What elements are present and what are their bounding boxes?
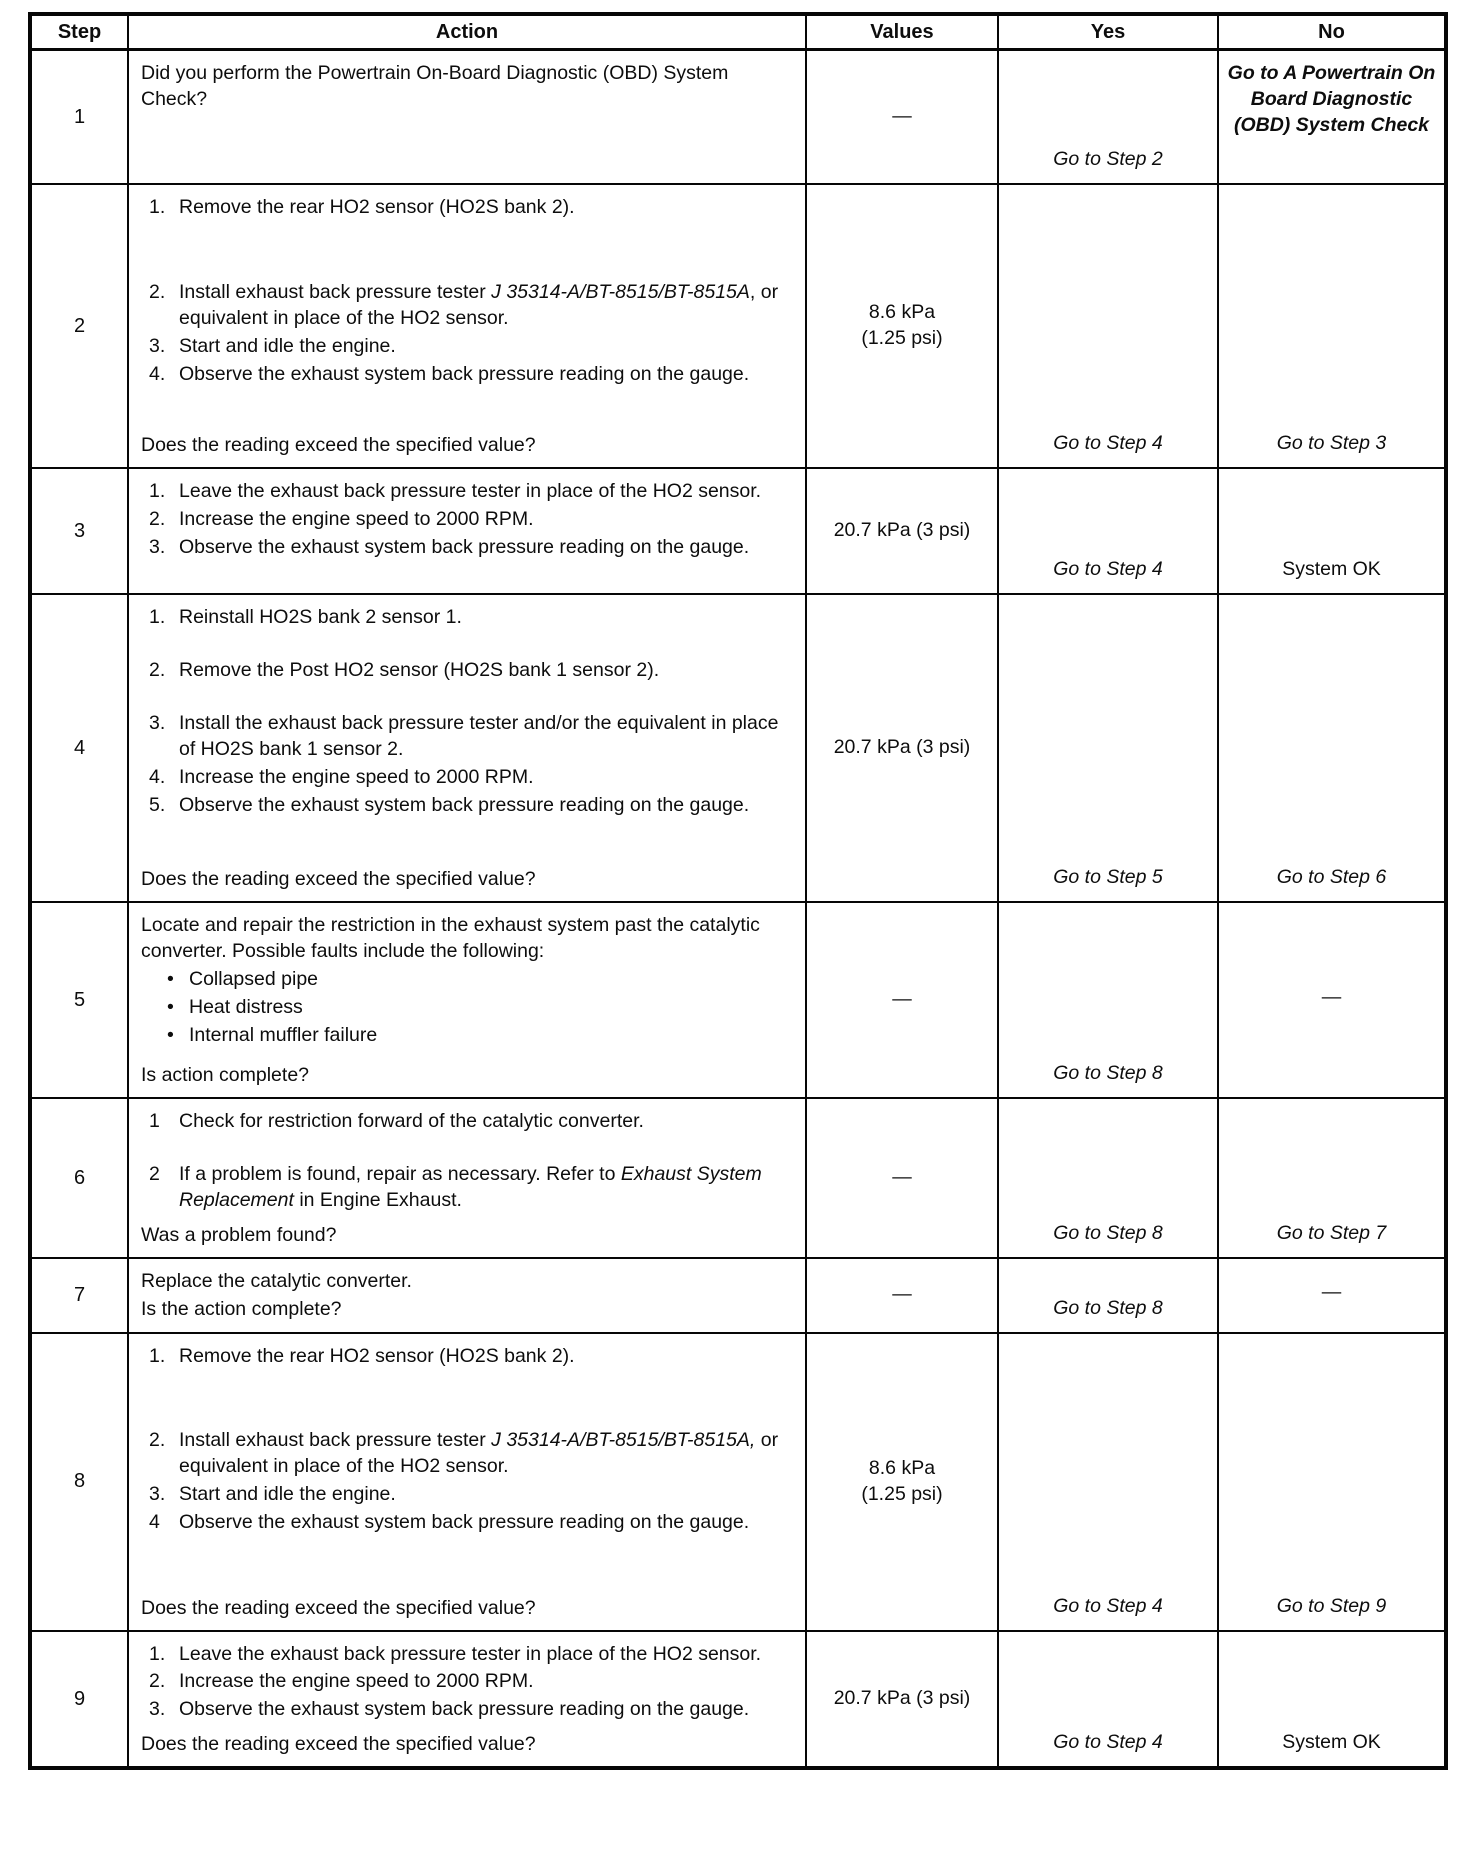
yes-cell [998, 50, 1218, 185]
item-text [179, 1344, 795, 1370]
item-text [179, 1428, 795, 1480]
text-segment: Heat distress [189, 995, 303, 1018]
step-number: 9 [30, 1631, 128, 1769]
value-line: 20.7 kPa (3 psi) [833, 519, 971, 542]
text-segment: Observe the exhaust system back pressure reading on the gauge. [179, 1698, 750, 1721]
text-segment: Remove the rear HO2 sensor (HO2S bank 2). [179, 196, 575, 218]
bullet-icon: • [167, 1023, 174, 1046]
text-segment: in Engine Exhaust. [293, 1188, 462, 1211]
item-text [179, 658, 795, 684]
step-number: 1 [30, 50, 128, 185]
text-segment: Go to Step 3 [1276, 432, 1387, 455]
item-text [179, 1642, 795, 1668]
text-segment: J 35314-A/BT-8515/BT-8515A, [491, 1429, 756, 1452]
text-segment: Remove the Post HO2 sensor (HO2S bank 1 sensor 2). [179, 658, 660, 681]
text-segment: System OK [1282, 1731, 1381, 1754]
action-step-item [141, 1669, 795, 1695]
text-segment: A Powertrain On Board Diagnostic (OBD) System Check [1233, 62, 1436, 136]
values-cell [806, 1631, 998, 1769]
yes-cell [998, 902, 1218, 1098]
item-text [179, 1697, 795, 1723]
action-step-item [141, 1510, 795, 1536]
action-paragraph [141, 61, 795, 113]
action-paragraph [141, 1269, 795, 1295]
text-segment: Observe the exhaust system back pressure reading on the gauge. [179, 1511, 750, 1534]
no-cell-text [1227, 1730, 1436, 1756]
item-number: 2. [149, 280, 166, 303]
action-step-item [141, 1697, 795, 1723]
item-text [179, 1162, 795, 1214]
text-segment: J 35314-A/BT-8515/BT-8515A [491, 280, 750, 303]
item-text [179, 765, 795, 791]
no-cell [1218, 468, 1446, 594]
item-number: 3. [149, 1483, 166, 1506]
bullet-icon: • [167, 967, 174, 990]
step-number: 7 [30, 1258, 128, 1333]
action-bullet [141, 1023, 795, 1049]
values-cell [806, 594, 998, 902]
table-row [30, 184, 1446, 468]
action-question: Does the reading exceed the specified value? [141, 868, 536, 891]
yes-cell [998, 1258, 1218, 1333]
action-step-item [141, 765, 795, 791]
action-question: Is action complete? [141, 1064, 310, 1087]
text-segment: Go to Step 8 [1053, 1221, 1163, 1244]
text-segment: Go to Step 9 [1276, 1594, 1387, 1617]
action-step-item [141, 793, 795, 819]
yes-cell [998, 1333, 1218, 1631]
value-line: (1.25 psi) [861, 327, 943, 349]
table-body [30, 50, 1446, 1769]
no-cell-text [1227, 557, 1436, 583]
step-number: 3 [30, 468, 128, 594]
no-cell-text [1227, 865, 1436, 891]
header-values: Values [806, 14, 998, 50]
action-step-item [141, 658, 795, 684]
action-question: Does the reading exceed the specified value? [141, 434, 536, 457]
yes-cell-text [1007, 1296, 1209, 1322]
text-segment: Observe the exhaust system back pressure reading on the gauge. [179, 535, 750, 558]
text-segment: Locate and repair the restriction in the exhaust system past the catalytic converter. Possible faults include the following: [141, 914, 760, 962]
action-step-item [141, 479, 795, 505]
table-row [30, 902, 1446, 1098]
text-segment: Install exhaust back pressure tester [179, 1429, 492, 1452]
item-number: 3. [149, 711, 166, 734]
item-number: 3. [149, 334, 166, 357]
yes-cell-text [1007, 865, 1209, 891]
table-row [30, 1258, 1446, 1333]
text-segment: Go to Step 4 [1053, 558, 1163, 581]
text-segment: Go to Step 4 [1053, 432, 1163, 455]
text-segment: Start and idle the engine. [179, 1483, 396, 1506]
item-number: 1. [149, 606, 166, 628]
no-cell-text [1227, 431, 1436, 457]
yes-cell-text [1007, 1594, 1209, 1620]
text-segment: Exhaust System Replacement [179, 1162, 762, 1211]
action-cell [128, 1098, 806, 1258]
action-step-item [141, 280, 795, 332]
header-row [30, 14, 1446, 50]
text-segment: Is the action complete? [141, 1297, 342, 1320]
value-line: 8.6 kPa [868, 301, 936, 324]
text-segment: Leave the exhaust back pressure tester in place of the HO2 sensor. [179, 480, 762, 502]
action-step-item [141, 507, 795, 533]
no-cell [1218, 1631, 1446, 1769]
yes-cell [998, 184, 1218, 468]
text-segment: System OK [1282, 558, 1381, 581]
no-cell [1218, 50, 1446, 185]
item-number: 1. [149, 196, 166, 218]
action-cell [128, 184, 806, 468]
header-step: Step [30, 14, 128, 50]
value-line: 20.7 kPa (3 psi) [833, 736, 971, 759]
yes-cell-text [1007, 557, 1209, 583]
action-step-item [141, 711, 795, 763]
text-segment: If a problem is found, repair as necessary. Refer to [179, 1162, 621, 1185]
item-number: 5. [149, 793, 166, 816]
item-number: 4 [149, 1511, 160, 1534]
text-segment: Internal muffler failure [189, 1023, 378, 1046]
item-number: 1. [149, 1344, 166, 1367]
text-segment: Go to [1227, 62, 1284, 84]
no-cell [1218, 1098, 1446, 1258]
text-segment: Start and idle the engine. [179, 334, 396, 357]
action-step-item [141, 1482, 795, 1508]
step-number: 2 [30, 184, 128, 468]
step-number: 5 [30, 902, 128, 1098]
action-step-item [141, 535, 795, 561]
bullet-text [189, 1023, 795, 1049]
action-step-item [141, 605, 795, 631]
text-segment: Observe the exhaust system back pressure reading on the gauge. [179, 793, 750, 816]
text-segment: Remove the rear HO2 sensor (HO2S bank 2). [179, 1344, 575, 1367]
text-segment: Reinstall HO2S bank 2 sensor 1. [179, 606, 462, 628]
action-question: Was a problem found? [141, 1223, 337, 1246]
no-cell-text [1227, 61, 1436, 139]
value-line: — [892, 1165, 912, 1188]
item-number: 2. [149, 658, 166, 681]
text-segment: Go to Step 8 [1053, 1062, 1163, 1085]
item-number: 2. [149, 1670, 166, 1693]
item-text [179, 535, 795, 561]
item-number: 1. [149, 1642, 166, 1665]
item-text [179, 1109, 795, 1135]
item-text [179, 195, 795, 221]
item-text [179, 1482, 795, 1508]
text-segment: or equivalent in place of the HO2 sensor. [179, 1429, 779, 1478]
value-line: (1.25 psi) [861, 1482, 943, 1505]
action-step-item [141, 1428, 795, 1480]
text-segment: Check for restriction forward of the catalytic converter. [179, 1110, 644, 1132]
item-number: 2. [149, 507, 166, 530]
action-paragraph [141, 913, 795, 965]
item-text [179, 1510, 795, 1536]
values-cell [806, 902, 998, 1098]
header-action: Action [128, 14, 806, 50]
action-question: Does the reading exceed the specified value? [141, 1733, 536, 1756]
values-cell [806, 1333, 998, 1631]
item-text [179, 793, 795, 819]
header-yes: Yes [998, 14, 1218, 50]
values-cell [806, 468, 998, 594]
action-step-item [141, 1642, 795, 1668]
no-cell [1218, 1258, 1446, 1333]
item-number: 4. [149, 765, 166, 788]
value-line: 20.7 kPa (3 psi) [833, 1686, 971, 1709]
action-step-item [141, 1109, 795, 1135]
action-question: Does the reading exceed the specified value? [141, 1596, 536, 1619]
diagnostic-table [28, 12, 1448, 1770]
text-segment: Collapsed pipe [189, 967, 319, 990]
no-cell [1218, 594, 1446, 902]
values-cell [806, 184, 998, 468]
no-cell-text [1227, 1280, 1436, 1306]
value-line: — [892, 105, 912, 128]
no-cell-text [1227, 1221, 1436, 1247]
action-cell [128, 594, 806, 902]
yes-cell [998, 468, 1218, 594]
text-segment: Observe the exhaust system back pressure reading on the gauge. [179, 362, 750, 385]
text-segment: — [1321, 1281, 1342, 1304]
yes-cell-text [1007, 1221, 1209, 1247]
yes-cell-text [1007, 1730, 1209, 1756]
action-bullet [141, 995, 795, 1021]
item-number: 4. [149, 362, 166, 385]
item-text [179, 507, 795, 533]
table-row [30, 1631, 1446, 1769]
text-segment: — [1321, 986, 1342, 1009]
item-text [179, 479, 795, 505]
yes-cell-text [1007, 1061, 1209, 1087]
yes-cell [998, 594, 1218, 902]
item-text [179, 362, 795, 388]
text-segment: Increase the engine speed to 2000 RPM. [179, 507, 534, 530]
text-segment: Go to Step 4 [1053, 1731, 1163, 1754]
action-step-item [141, 334, 795, 360]
yes-cell-text [1007, 147, 1209, 173]
item-number: 1 [149, 1110, 160, 1132]
step-number: 4 [30, 594, 128, 902]
action-step-item [141, 362, 795, 388]
bullet-text [189, 967, 795, 993]
yes-cell-text [1007, 431, 1209, 457]
text-segment: Increase the engine speed to 2000 RPM. [179, 765, 534, 788]
table-row [30, 50, 1446, 185]
text-segment: Leave the exhaust back pressure tester in place of the HO2 sensor. [179, 1642, 762, 1665]
text-segment: Increase the engine speed to 2000 RPM. [179, 1670, 534, 1693]
item-text [179, 1669, 795, 1695]
yes-cell [998, 1631, 1218, 1769]
text-segment: Install exhaust back pressure tester [179, 280, 492, 303]
action-cell [128, 1258, 806, 1333]
text-segment: Go to Step 2 [1053, 148, 1163, 171]
values-cell [806, 1258, 998, 1333]
action-cell [128, 1333, 806, 1631]
action-step-item [141, 1344, 795, 1370]
table-row [30, 1333, 1446, 1631]
text-segment: Install the exhaust back pressure tester and/or the equivalent in place of HO2S bank 1 sensor 2. [179, 711, 779, 760]
table-row [30, 468, 1446, 594]
step-number: 6 [30, 1098, 128, 1258]
text-segment: Replace the catalytic converter. [141, 1269, 412, 1292]
item-number: 2. [149, 1429, 166, 1452]
no-cell [1218, 902, 1446, 1098]
action-cell [128, 468, 806, 594]
item-text [179, 605, 795, 631]
values-cell [806, 50, 998, 185]
step-number: 8 [30, 1333, 128, 1631]
no-cell-text [1227, 985, 1436, 1011]
action-cell [128, 50, 806, 185]
text-segment: , or equivalent in place of the HO2 sensor. [179, 280, 779, 329]
action-paragraph [141, 1297, 795, 1323]
item-number: 3. [149, 535, 166, 558]
text-segment: Go to Step 4 [1053, 1594, 1163, 1617]
no-cell-text [1227, 1594, 1436, 1620]
no-cell [1218, 184, 1446, 468]
value-line: — [892, 1283, 912, 1306]
action-bullet [141, 967, 795, 993]
yes-cell [998, 1098, 1218, 1258]
table-row [30, 1098, 1446, 1258]
item-text [179, 711, 795, 763]
bullet-icon: • [167, 995, 174, 1018]
text-segment: Go to Step 7 [1276, 1221, 1387, 1244]
value-line: 8.6 kPa [868, 1456, 936, 1479]
action-step-item [141, 1162, 795, 1214]
item-number: 3. [149, 1698, 166, 1721]
text-segment: Go to Step 6 [1276, 866, 1387, 889]
item-number: 1. [149, 480, 166, 502]
header-no: No [1218, 14, 1446, 50]
values-cell [806, 1098, 998, 1258]
text-segment: Go to Step 5 [1053, 866, 1163, 889]
bullet-text [189, 995, 795, 1021]
text-segment: Go to Step 8 [1053, 1296, 1163, 1319]
action-cell [128, 902, 806, 1098]
text-segment: Did you perform the Powertrain On-Board Diagnostic (OBD) System Check? [141, 62, 729, 110]
item-text [179, 334, 795, 360]
value-line: — [892, 988, 912, 1011]
item-number: 2 [149, 1162, 160, 1185]
table-row [30, 594, 1446, 902]
item-text [179, 280, 795, 332]
action-step-item [141, 195, 795, 221]
no-cell [1218, 1333, 1446, 1631]
action-cell [128, 1631, 806, 1769]
